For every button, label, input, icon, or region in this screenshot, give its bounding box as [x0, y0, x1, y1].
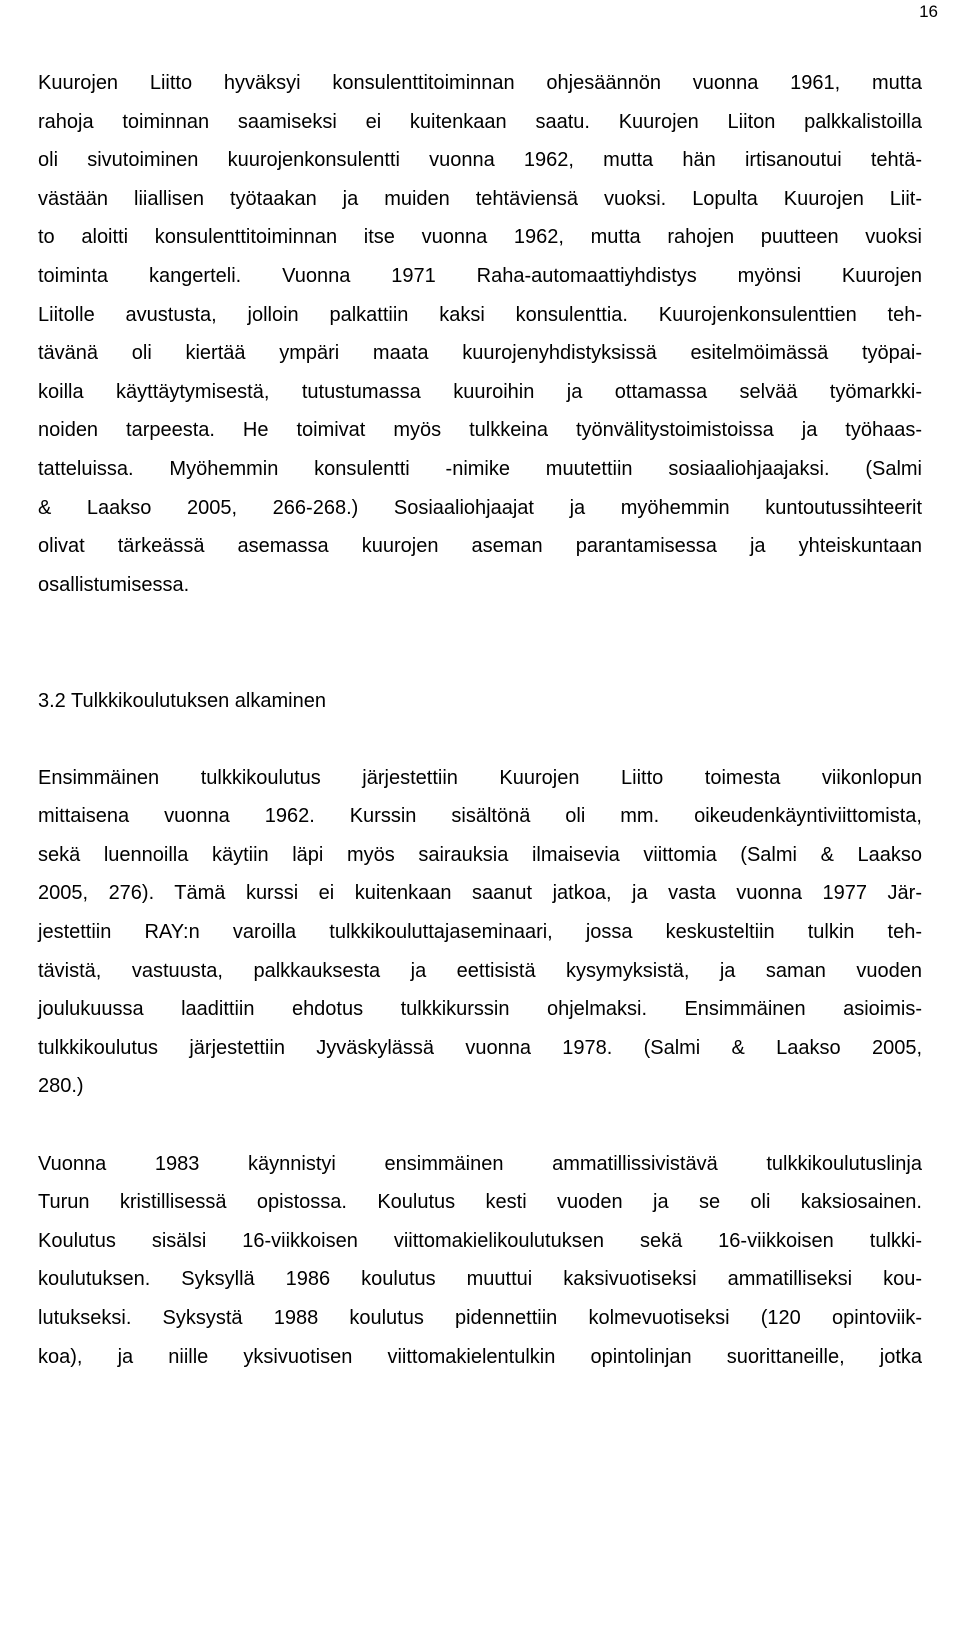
text-line: noiden tarpeesta. He toimivat myös tulkkeina työnvälitystoimistoissa ja työhaas-	[38, 419, 922, 442]
text-line: Vuonna 1983 käynnistyi ensimmäinen ammatillissivistävä tulkkikoulutuslinja	[38, 1152, 922, 1175]
text-line: koulutuksen. Syksyllä 1986 koulutus muuttui kaksivuotiseksi ammatilliseksi kou-	[38, 1268, 922, 1291]
paragraph-2	[38, 759, 922, 1106]
text-line: Ensimmäinen tulkkikoulutus järjestettiin Kuurojen Liitto toimesta viikonlopun	[38, 766, 922, 789]
text-line: tulkkikoulutus järjestettiin Jyväskylässä vuonna 1978. (Salmi & Laakso 2005,	[38, 1036, 922, 1059]
text-line: rahoja toiminnan saamiseksi ei kuitenkaan saatu. Kuurojen Liiton palkkalistoilla	[38, 110, 922, 133]
text-line: tävistä, vastuusta, palkkauksesta ja eettisistä kysymyksistä, ja saman vuoden	[38, 959, 922, 982]
text-line: Kuurojen Liitto hyväksyi konsulenttitoiminnan ohjesäännön vuonna 1961, mutta	[38, 72, 922, 94]
text-line: 280.)	[38, 1075, 84, 1098]
text-line: to aloitti konsulenttitoiminnan itse vuonna 1962, mutta rahojen puutteen vuoksi	[38, 226, 922, 249]
text-line: tatteluissa. Myöhemmin konsulentti -nimike muutettiin sosiaaliohjaajaksi. (Salmi	[38, 457, 922, 480]
text-line: koilla käyttäytymisestä, tutustumassa kuuroihin ja ottamassa selvää työmarkki-	[38, 380, 922, 403]
text-line: tävänä oli kiertää ympäri maata kuurojenyhdistyksissä esitelmöimässä työpai-	[38, 342, 922, 365]
text-line: lutukseksi. Syksystä 1988 koulutus pidennettiin kolmevuotiseksi (120 opintoviik-	[38, 1307, 922, 1329]
text-line: koa), ja niille yksivuotisen viittomakielentulkin opintolinjan suorittaneille, jotka	[38, 1345, 922, 1368]
text-line: Liitolle avustusta, jolloin palkattiin kaksi konsulenttia. Kuurojenkonsulenttien teh-	[38, 303, 922, 326]
paragraph-1	[38, 64, 922, 604]
paragraph-3	[38, 1145, 922, 1377]
text-line: joulukuussa laadittiin ehdotus tulkkikurssin ohjelmaksi. Ensimmäinen asioimis-	[38, 998, 922, 1021]
text-line: västään liiallisen työtaakan ja muiden tehtäviensä vuoksi. Lopulta Kuurojen Liit-	[38, 187, 922, 210]
text-line: olivat tärkeässä asemassa kuurojen aseman parantamisessa ja yhteiskuntaan	[38, 535, 922, 558]
text-line: mittaisena vuonna 1962. Kurssin sisältönä oli mm. oikeudenkäyntiviittomista,	[38, 805, 922, 828]
page-number: 16	[919, 2, 938, 21]
document-body	[38, 64, 922, 1376]
text-line: 2005, 276). Tämä kurssi ei kuitenkaan saanut jatkoa, ja vasta vuonna 1977 Jär-	[38, 882, 922, 905]
text-line: sekä luennoilla käytiin läpi myös sairauksia ilmaisevia viittomia (Salmi & Laakso	[38, 843, 922, 866]
text-line: Koulutus sisälsi 16-viikkoisen viittomakielikoulutuksen sekä 16-viikkoisen tulkki-	[38, 1229, 922, 1252]
section-heading: 3.2 Tulkkikoulutuksen alkaminen	[38, 689, 326, 712]
text-line: Turun kristillisessä opistossa. Koulutus kesti vuoden ja se oli kaksiosainen.	[38, 1191, 922, 1214]
text-line: & Laakso 2005, 266-268.) Sosiaaliohjaajat ja myöhemmin kuntoutussihteerit	[38, 496, 922, 519]
text-line: toiminta kangerteli. Vuonna 1971 Raha-automaattiyhdistys myönsi Kuurojen	[38, 264, 922, 287]
text-line: osallistumisessa.	[38, 573, 190, 596]
text-line: oli sivutoiminen kuurojenkonsulentti vuonna 1962, mutta hän irtisanoutui tehtä-	[38, 149, 922, 172]
text-line: jestettiin RAY:n varoilla tulkkikouluttajaseminaari, jossa keskusteltiin tulkin teh-	[38, 921, 922, 944]
